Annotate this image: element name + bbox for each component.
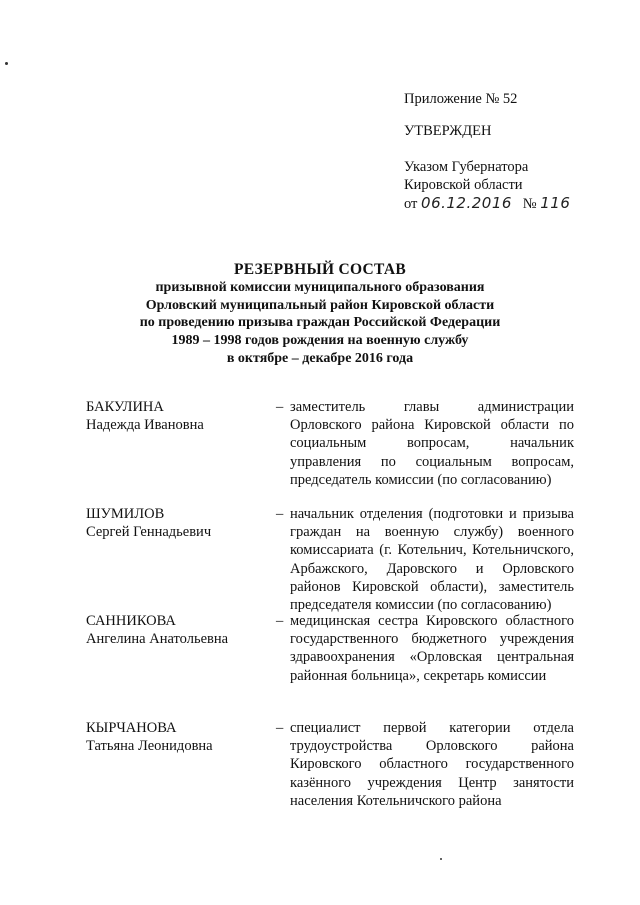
member-given-name: Ангелина Анатольевна bbox=[86, 631, 229, 647]
approval-block bbox=[404, 90, 614, 213]
scan-speck bbox=[440, 858, 442, 860]
number-prefix: № bbox=[522, 196, 537, 212]
member-name bbox=[86, 398, 266, 434]
title-main: РЕЗЕРВНЫЙ СОСТАВ bbox=[233, 261, 407, 278]
date-prefix: от bbox=[404, 196, 418, 212]
separator-dash: – bbox=[276, 720, 284, 736]
decree-date-line bbox=[404, 194, 614, 213]
separator-dash: – bbox=[276, 506, 284, 522]
member-name bbox=[86, 719, 266, 755]
handwritten-number: 116 bbox=[540, 194, 571, 212]
approved-label: УТВЕРЖДЕН bbox=[404, 123, 492, 139]
title-line: в октябре – декабре 2016 года bbox=[226, 350, 414, 366]
title-line: призывной комиссии муниципального образования bbox=[155, 279, 485, 295]
member-given-name: Татьяна Леонидовна bbox=[86, 738, 213, 754]
separator-dash: – bbox=[276, 613, 284, 629]
member-entry bbox=[86, 398, 576, 505]
member-surname: САННИКОВА bbox=[86, 613, 176, 629]
member-role: специалист первой категории отдела трудоустройства Орловского района Кировского областного государственного казённого учреждения Центр занятости населения Котельничского района bbox=[290, 720, 574, 809]
handwritten-date: 06.12.2016 bbox=[421, 194, 512, 212]
document-title bbox=[80, 261, 560, 368]
member-role: медицинская сестра Кировского областного государственного бюджетного учреждения здравоохранения «Орловская центральная районная больница», секретарь комиссии bbox=[290, 613, 574, 684]
member-entry bbox=[86, 505, 576, 612]
separator-dash: – bbox=[276, 399, 284, 415]
member-name bbox=[86, 505, 266, 541]
member-name bbox=[86, 612, 266, 648]
member-given-name: Сергей Геннадьевич bbox=[86, 524, 212, 540]
title-line: Орловский муниципальный район Кировской области bbox=[145, 297, 495, 313]
member-surname: БАКУЛИНА bbox=[86, 399, 164, 415]
members-list bbox=[86, 398, 576, 826]
member-surname: КЫРЧАНОВА bbox=[86, 720, 177, 736]
member-entry bbox=[86, 612, 576, 719]
decree-line: Указом Губернатора bbox=[404, 159, 529, 175]
member-given-name: Надежда Ивановна bbox=[86, 417, 204, 433]
title-line: по проведению призыва граждан Российской Федерации bbox=[139, 315, 501, 331]
member-role: начальник отделения (подготовки и призыва граждан на военную службу) военного комиссариата (г. Котельнич, Котельничского, Арбажского, Даровского и Орловского районов Кировской области), заместитель председателя комиссии (по согласованию) bbox=[290, 506, 574, 614]
title-line: 1989 – 1998 годов рождения на военную службу bbox=[171, 333, 469, 349]
member-surname: ШУМИЛОВ bbox=[86, 506, 165, 522]
member-role: заместитель главы администрации Орловского района Кировской области по социальным вопросам, начальник управления по социальным вопросам, председатель комиссии (по согласованию) bbox=[290, 399, 574, 488]
member-entry bbox=[86, 719, 576, 826]
appendix-number: Приложение № 52 bbox=[404, 91, 518, 107]
decree-region: Кировской области bbox=[404, 177, 523, 193]
scan-speck bbox=[5, 62, 8, 65]
